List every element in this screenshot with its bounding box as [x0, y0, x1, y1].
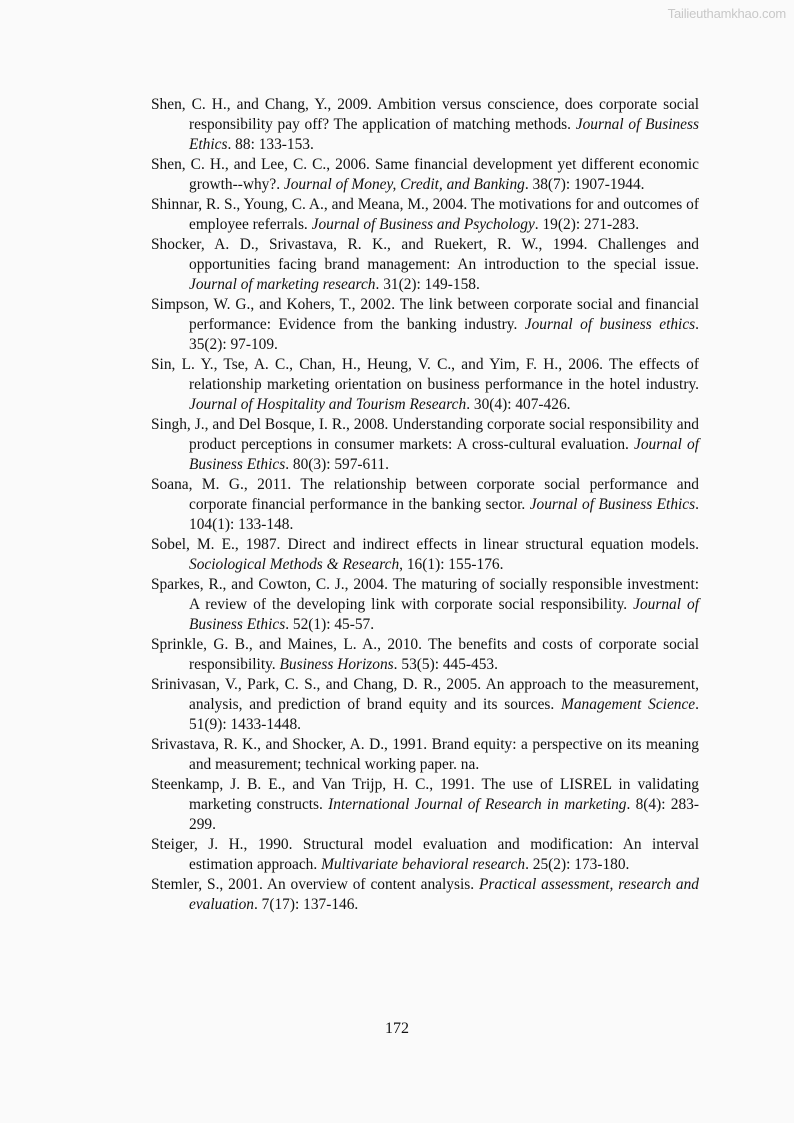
reference-text: Shen, C. H., and Chang, Y., 2009. Ambition versus conscience, does corporate social responsibility pay off? The application of matching methods. — [151, 96, 699, 133]
journal-title: Sociological Methods & Research — [189, 556, 400, 573]
reference-entry — [151, 355, 699, 415]
reference-text: Soana, M. G., 2011. The relationship between corporate social performance and corporate financial performance in the banking sector. — [151, 476, 699, 513]
reference-entry — [151, 295, 699, 355]
reference-entry — [151, 535, 699, 575]
reference-entry — [151, 735, 699, 775]
reference-entry — [151, 775, 699, 835]
reference-entry — [151, 875, 699, 915]
reference-entry — [151, 415, 699, 475]
reference-text: Shinnar, R. S., Young, C. A., and Meana, M., 2004. The motivations for and outcomes of employee referrals. — [151, 196, 699, 233]
reference-volume: . 38(7): 1907-1944. — [524, 176, 645, 193]
reference-entry — [151, 675, 699, 735]
reference-text: Simpson, W. G., and Kohers, T., 2002. The link between corporate social and financial performance: Evidence from the banking industry. — [151, 296, 699, 333]
reference-text: Srivastava, R. K., and Shocker, A. D., 1991. Brand equity: a perspective on its meaning and measurement; technical working paper. na. — [151, 736, 699, 773]
journal-title: Journal of marketing research — [189, 276, 376, 293]
journal-title: Multivariate behavioral research — [321, 856, 526, 873]
reference-text: Shen, C. H., and Lee, C. C., 2006. Same financial development yet different economic growth--why?. — [151, 156, 699, 193]
reference-volume: . 30(4): 407-426. — [466, 396, 571, 413]
reference-volume: . 7(17): 137-146. — [253, 896, 359, 913]
reference-entry — [151, 835, 699, 875]
reference-text: Sparkes, R., and Cowton, C. J., 2004. The maturing of socially responsible investment: A review of the developing link with corporate social responsibility. — [151, 576, 699, 613]
reference-text: Sprinkle, G. B., and Maines, L. A., 2010. The benefits and costs of corporate social responsibility. — [151, 636, 699, 673]
reference-text: Shocker, A. D., Srivastava, R. K., and Ruekert, R. W., 1994. Challenges and opportunities facing brand management: An introduction to the special issue. — [151, 236, 699, 273]
reference-entry — [151, 235, 699, 295]
reference-volume: . 104(1): 133-148. — [189, 496, 699, 533]
reference-text: Stemler, S., 2001. An overview of content analysis. — [151, 876, 479, 893]
journal-title: Journal of Business Ethics — [189, 436, 699, 473]
reference-entry — [151, 475, 699, 535]
reference-text: Steiger, J. H., 1990. Structural model evaluation and modification: An interval estimation approach. — [151, 836, 699, 873]
reference-text: Sin, L. Y., Tse, A. C., Chan, H., Heung, V. C., and Yim, F. H., 2006. The effects of relationship marketing orientation on business performance in the hotel industry. — [151, 356, 699, 393]
journal-title: Journal of Business Ethics — [189, 596, 699, 633]
journal-title: Journal of Business and Psychology — [311, 216, 535, 233]
reference-entry — [151, 95, 699, 155]
page-number: 172 — [385, 1020, 409, 1037]
reference-text: Srinivasan, V., Park, C. S., and Chang, D. R., 2005. An approach to the measurement, analysis, and prediction of brand equity and its sources. — [151, 676, 699, 713]
reference-text: Singh, J., and Del Bosque, I. R., 2008. Understanding corporate social responsibility and product perceptions in consumer markets: A cross-cultural evaluation. — [151, 416, 699, 453]
reference-volume: . 25(2): 173-180. — [525, 856, 630, 873]
reference-volume: , 16(1): 155-176. — [399, 556, 504, 573]
journal-title: International Journal of Research in marketing — [328, 796, 627, 813]
reference-volume: . 8(4): 283-299. — [189, 796, 699, 833]
reference-volume: . 80(3): 597-611. — [285, 456, 389, 473]
journal-title: Journal of Hospitality and Tourism Research — [189, 396, 467, 413]
watermark: Tailieuthamkhao.com — [667, 6, 786, 21]
reference-volume: . 31(2): 149-158. — [375, 276, 480, 293]
reference-volume: . 53(5): 445-453. — [393, 656, 498, 673]
reference-text: Sobel, M. E., 1987. Direct and indirect effects in linear structural equation models. — [151, 536, 699, 553]
reference-entry — [151, 635, 699, 675]
reference-text: Steenkamp, J. B. E., and Van Trijp, H. C., 1991. The use of LISREL in validating marketing constructs. — [151, 776, 699, 813]
reference-entry — [151, 195, 699, 235]
journal-title: Journal of Business Ethics — [189, 116, 699, 153]
journal-title: Journal of business ethics — [524, 316, 696, 333]
reference-volume: . 52(1): 45-57. — [285, 616, 375, 633]
reference-entry — [151, 155, 699, 195]
reference-volume: . 88: 133-153. — [227, 136, 314, 153]
reference-volume: . 19(2): 271-283. — [534, 216, 640, 233]
reference-volume: . 35(2): 97-109. — [189, 316, 699, 353]
journal-title: Business Horizons — [279, 656, 394, 673]
journal-title: Management Science — [561, 696, 696, 713]
reference-list — [151, 95, 699, 915]
reference-volume: . 51(9): 1433-1448. — [189, 696, 699, 733]
journal-title: Journal of Business Ethics — [529, 496, 696, 513]
reference-entry — [151, 575, 699, 635]
journal-title: Journal of Money, Credit, and Banking — [283, 176, 525, 193]
journal-title: Practical assessment, research and evaluation — [189, 876, 700, 913]
